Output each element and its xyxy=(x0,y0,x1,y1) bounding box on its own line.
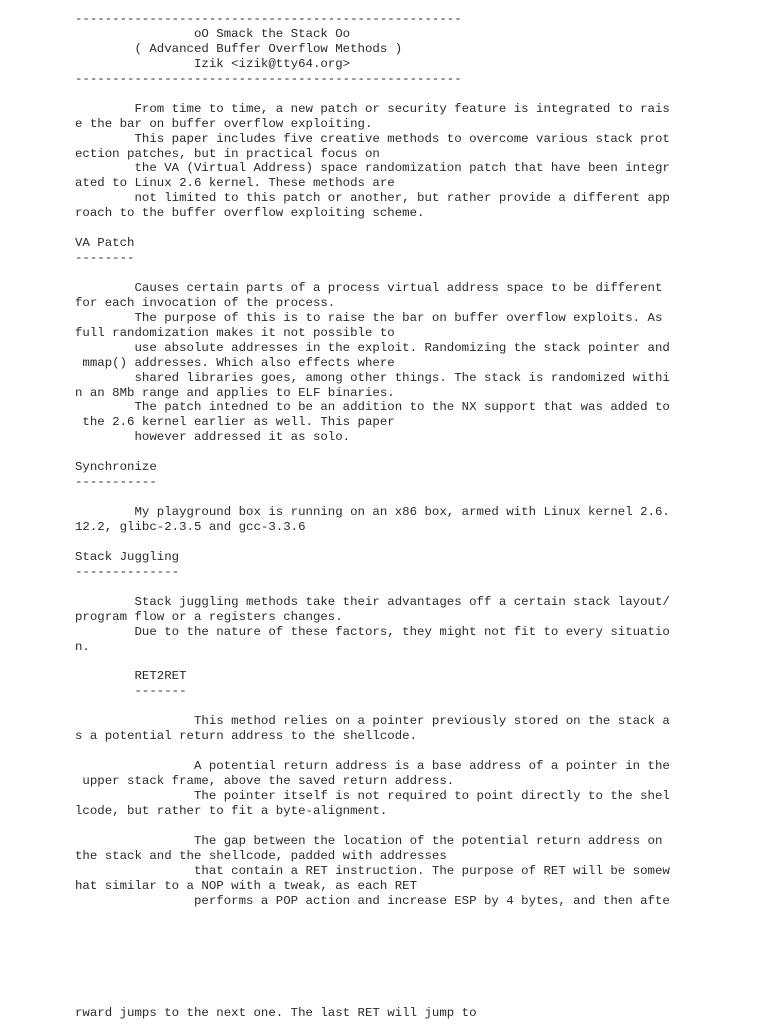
text-line: This paper includes five creative methods to overcome various stack prot xyxy=(75,131,670,146)
text-line: n an 8Mb range and applies to ELF binaries. xyxy=(75,385,395,400)
text-line-continued: rward jumps to the next one. The last RET will jump to xyxy=(75,1006,477,1020)
text-line: use absolute addresses in the exploit. Randomizing the stack pointer and xyxy=(75,340,670,355)
text-line: s a potential return address to the shellcode. xyxy=(75,729,418,744)
text-line: performs a POP action and increase ESP by 4 bytes, and then afte xyxy=(75,893,670,908)
text-line: the 2.6 kernel earlier as well. This paper xyxy=(75,415,395,430)
text-line: full randomization makes it not possible to xyxy=(75,325,395,340)
text-line: Izik <izik@tty64.org> xyxy=(75,56,351,71)
text-line: however addressed it as solo. xyxy=(75,430,351,445)
text-line: My playground box is running on an x86 box, armed with Linux kernel 2.6. xyxy=(75,505,670,519)
text-line: ----------- xyxy=(75,475,157,490)
text-line: ---------------------------------------------------- xyxy=(75,12,462,26)
text-line: that contain a RET instruction. The purpose of RET will be somew xyxy=(75,863,670,878)
text-line: n. xyxy=(75,639,90,654)
text-line: program flow or a registers changes. xyxy=(75,609,343,624)
text-line: the VA (Virtual Address) space randomization patch that have been integr xyxy=(75,161,670,176)
text-line: ---------------------------------------------------- xyxy=(75,71,462,86)
text-line: shared libraries goes, among other things. The stack is randomized withi xyxy=(75,370,670,385)
text-line: oO Smack the Stack Oo xyxy=(75,26,351,41)
text-line: the stack and the shellcode, padded with addresses xyxy=(75,848,447,863)
text-line: -------- xyxy=(75,251,135,265)
text-line: From time to time, a new patch or security feature is integrated to rais xyxy=(75,101,670,116)
text-line: e the bar on buffer overflow exploiting. xyxy=(75,116,373,131)
text-line: lcode, but rather to fit a byte-alignment. xyxy=(75,803,388,818)
text-line: for each invocation of the process. xyxy=(75,295,336,310)
text-line: -------------- xyxy=(75,564,180,579)
text-line: Due to the nature of these factors, they might not fit to every situatio xyxy=(75,624,670,639)
text-line: The patch intedned to be an addition to the NX support that was added to xyxy=(75,400,670,415)
text-line: Synchronize xyxy=(75,460,157,475)
text-line: The purpose of this is to raise the bar on buffer overflow exploits. As xyxy=(75,310,663,325)
text-line: 12.2, glibc-2.3.5 and gcc-3.3.6 xyxy=(75,520,306,534)
text-line: not limited to this patch or another, but rather provide a different app xyxy=(75,191,670,206)
text-line: ated to Linux 2.6 kernel. These methods are xyxy=(75,176,395,191)
text-line: ection patches, but in practical focus on xyxy=(75,146,380,161)
text-line: A potential return address is a base address of a pointer in the xyxy=(75,759,670,773)
text-line: Causes certain parts of a process virtual address space to be different xyxy=(75,280,663,295)
text-line: upper stack frame, above the saved return address. xyxy=(75,773,455,788)
text-line: RET2RET xyxy=(75,669,187,684)
text-line: ------- xyxy=(75,684,187,699)
text-line: Stack juggling methods take their advantages off a certain stack layout/ xyxy=(75,594,670,609)
text-line: roach to the buffer overflow exploiting scheme. xyxy=(75,206,425,221)
text-line: The gap between the location of the potential return address on xyxy=(75,833,663,848)
text-line: hat similar to a NOP with a tweak, as each RET xyxy=(75,878,418,893)
text-line: The pointer itself is not required to point directly to the shel xyxy=(75,788,670,803)
text-line: mmap() addresses. Which also effects where xyxy=(75,355,395,370)
text-line: Stack Juggling xyxy=(75,549,180,564)
text-line: This method relies on a pointer previously stored on the stack a xyxy=(75,714,670,729)
text-line: VA Patch xyxy=(75,236,135,251)
text-line: ( Advanced Buffer Overflow Methods ) xyxy=(75,41,403,56)
